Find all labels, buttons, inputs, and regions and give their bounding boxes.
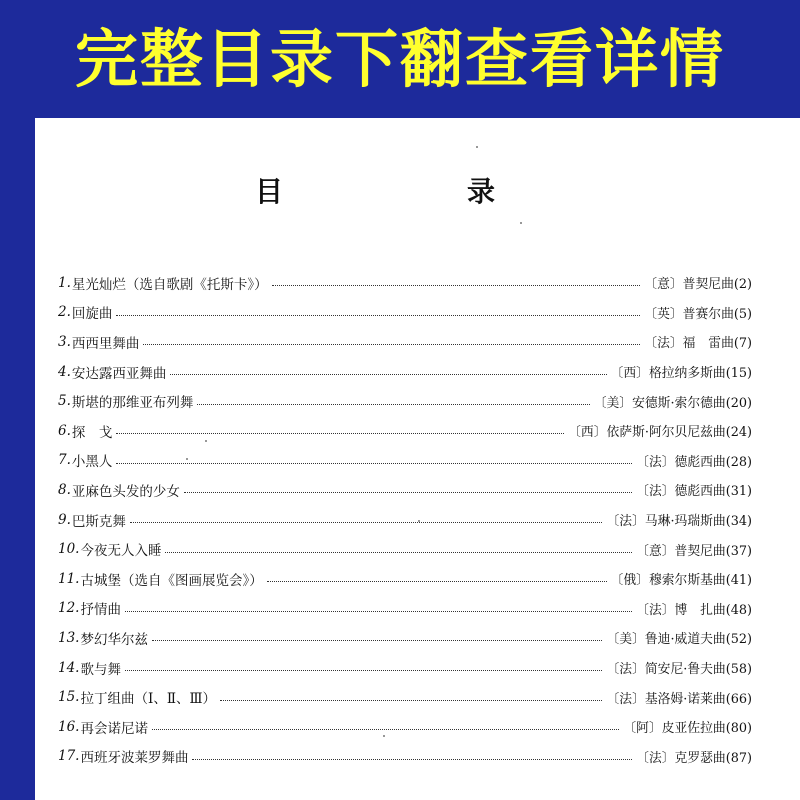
toc-entry (58, 268, 752, 298)
toc-title: 目 录 (255, 175, 574, 208)
toc-entry (58, 475, 752, 505)
toc-entry (58, 386, 752, 416)
toc-entry-title: 梦幻华尔兹 (80, 631, 148, 648)
toc-entry-title: 小黑人 (71, 454, 113, 471)
dot-leader (170, 360, 606, 375)
toc-entry-composer-page: 〔法〕克罗瑟曲(87) (636, 750, 752, 766)
toc-entry-composer-page: 〔西〕依萨斯·阿尔贝尼兹曲(24) (568, 425, 752, 441)
dot-leader (143, 330, 640, 345)
toc-entry (58, 742, 752, 772)
toc-entry (58, 327, 752, 357)
toc-entry-composer-page: 〔意〕普契尼曲(2) (644, 277, 752, 293)
toc-entry (58, 682, 752, 712)
toc-entry (58, 416, 752, 446)
toc-entry-composer-page: 〔英〕普赛尔曲(5) (644, 306, 752, 322)
dot-leader (116, 419, 564, 434)
toc-entry-title: 亚麻色头发的少女 (71, 483, 180, 500)
toc-entry-composer-page: 〔美〕鲁迪·威道夫曲(52) (606, 632, 752, 648)
toc-entry-title: 星光灿烂（选自歌剧《托斯卡》） (71, 276, 268, 293)
toc-entry-number: 16. (58, 718, 80, 735)
toc-entry-number: 9. (58, 511, 71, 528)
toc-entry-title: 今夜无人入睡 (80, 543, 162, 560)
dot-leader (116, 449, 632, 464)
toc-entry (58, 534, 752, 564)
toc-entry-number: 5. (58, 393, 71, 410)
toc-entry-composer-page: 〔西〕格拉纳多斯曲(15) (610, 366, 752, 382)
toc-entry-title: 西西里舞曲 (71, 335, 140, 352)
toc-entry-composer-page: 〔法〕基洛姆·诺莱曲(66) (606, 691, 752, 707)
toc-entry (58, 653, 752, 683)
toc-entry (58, 505, 752, 535)
toc-entry-number: 6. (58, 422, 71, 439)
scan-speck (186, 458, 188, 460)
toc-entry-composer-page: 〔阿〕皮亚佐拉曲(80) (623, 721, 752, 737)
toc-entry-number: 8. (58, 481, 71, 498)
toc-entry (58, 446, 752, 476)
toc-entry-number: 17. (58, 748, 80, 765)
toc-entry-number: 15. (58, 689, 80, 706)
toc-entry-number: 13. (58, 629, 80, 646)
dot-leader (192, 745, 632, 760)
toc-entry-number: 12. (58, 600, 80, 617)
toc-entry-title: 安达露西亚舞曲 (71, 365, 167, 382)
toc-entry-title: 西班牙波莱罗舞曲 (80, 750, 189, 767)
toc-entry-composer-page: 〔法〕福 雷曲(7) (644, 336, 752, 352)
scan-speck (476, 146, 478, 148)
toc-entry-title: 歌与舞 (80, 661, 121, 678)
toc-entry-composer-page: 〔法〕马琳·玛瑞斯曲(34) (606, 514, 752, 530)
banner-text: 完整目录下翻查看详情 (75, 22, 725, 96)
dot-leader (125, 656, 603, 671)
toc-entry-composer-page: 〔法〕简安尼·鲁夫曲(58) (606, 662, 752, 678)
toc-entry (58, 594, 752, 624)
toc-entry-title: 再会诺尼诺 (80, 720, 148, 737)
toc-entry-number: 4. (58, 363, 71, 380)
toc-entry-composer-page: 〔美〕安德斯·索尔德曲(20) (593, 395, 752, 411)
toc-entry-composer-page: 〔法〕德彪西曲(31) (636, 484, 752, 500)
toc-entry-number: 1. (58, 274, 71, 291)
toc-entry-title: 回旋曲 (71, 306, 113, 323)
toc-entry-number: 2. (58, 304, 71, 321)
scan-speck (383, 735, 385, 737)
toc-entry (58, 298, 752, 328)
dot-leader (267, 567, 607, 582)
toc-entry-title: 拉丁组曲（Ⅰ、Ⅱ、Ⅲ） (80, 691, 217, 708)
toc-entry (58, 564, 752, 594)
toc-entry-composer-page: 〔俄〕穆索尔斯基曲(41) (610, 573, 752, 589)
dot-leader (197, 390, 589, 405)
dot-leader (220, 686, 602, 701)
dot-leader (184, 478, 632, 493)
dot-leader (125, 597, 632, 612)
toc-entry-title: 探 戈 (71, 424, 113, 441)
dot-leader (152, 626, 603, 641)
toc-entry-title: 巴斯克舞 (71, 513, 126, 530)
toc-entry-title: 古城堡（选自《图画展览会》） (80, 572, 263, 589)
toc-entry-number: 3. (58, 333, 71, 350)
dot-leader (152, 715, 619, 730)
toc-entry (58, 712, 752, 742)
toc-entry-number: 11. (58, 570, 80, 587)
scan-speck (520, 222, 522, 224)
dot-leader (272, 271, 641, 286)
toc-entry-title: 斯堪的那维亚布列舞 (71, 395, 194, 412)
toc-entry-number: 7. (58, 452, 71, 469)
dot-leader (116, 301, 640, 316)
toc-entry-composer-page: 〔法〕德彪西曲(28) (636, 454, 752, 470)
toc-entry-composer-page: 〔法〕博 扎曲(48) (636, 602, 752, 618)
table-of-contents (58, 268, 752, 771)
scan-speck (418, 520, 420, 522)
toc-entry-number: 10. (58, 541, 80, 558)
toc-entry-number: 14. (58, 659, 80, 676)
toc-entry-composer-page: 〔意〕普契尼曲(37) (636, 543, 752, 559)
promo-banner (0, 0, 800, 118)
toc-entry (58, 357, 752, 387)
dot-leader (130, 508, 603, 523)
toc-entry-title: 抒情曲 (80, 602, 121, 619)
toc-entry (58, 623, 752, 653)
scan-speck (205, 440, 207, 442)
dot-leader (165, 538, 632, 553)
